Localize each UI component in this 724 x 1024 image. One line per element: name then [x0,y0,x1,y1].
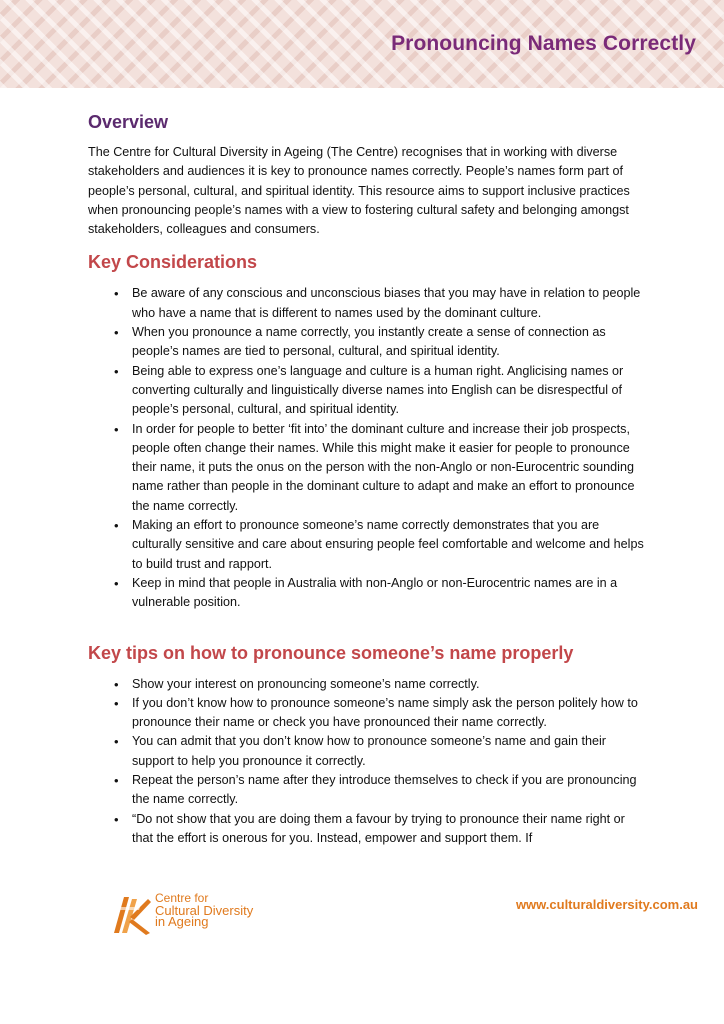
list-item: • If you don’t know how to pronounce someone’s name simply ask the person politely how to pronounce their name or check you have pronounced their name correctly. [88,694,648,733]
logo-wordmark [155,893,253,928]
organisation-logo [110,893,253,937]
list-item: • Keep in mind that people in Australia with non-Anglo or non-Eurocentric names are in a vulnerable position. [88,574,648,613]
overview-paragraph: The Centre for Cultural Diversity in Ageing (The Centre) recognises that in working with diverse stakeholders and audiences it is key to pronounce names correctly. People’s names form part of people’s personal, cultural, and spiritual identity. This resource aims to support inclusive practices when pronouncing people’s names with a view to fostering cultural safety and belonging amongst stakeholders, colleagues and consumers. [88,145,630,237]
key-considerations-list [88,284,648,612]
list-item: • “Do not show that you are doing them a favour by trying to pronounce their name right or that the effort is onerous for you. Instead, empower and support them. If [88,810,648,849]
list-item: • Repeat the person’s name after they introduce themselves to check if you are pronouncing the name correctly. [88,771,648,810]
logo-mark-icon [110,893,152,937]
list-item: • Making an effort to pronounce someone’s name correctly demonstrates that you are culturally sensitive and care about ensuring people feel comfortable and welcome and helps to build trust and rapport. [88,516,648,574]
logo-line: in Ageing [155,914,209,929]
list-item: • Be aware of any conscious and unconscious biases that you may have in relation to people who have a name that is different to names used by the dominant culture. [88,284,648,323]
overview-heading: Overview [88,112,169,132]
page-title: Pronouncing Names Correctly [391,32,696,55]
list-item: • Being able to express one’s language and culture is a human right. Anglicising names or converting culturally and linguistically diverse names into English can be disrespectful of people’s personal, cultural, and spiritual identity. [88,362,648,420]
key-tips-heading: Key tips on how to pronounce someone’s name properly [88,642,574,663]
logo-line: Centre for [155,891,209,905]
list-item: • When you pronounce a name correctly, you instantly create a sense of connection as people’s names are tied to personal, cultural, and spiritual identity. [88,323,648,362]
website-link[interactable]: www.culturaldiversity.com.au [515,897,698,912]
header-banner [0,0,724,88]
logo-line: Cultural Diversity [155,902,254,918]
list-item: • In order for people to better ‘fit into’ the dominant culture and increase their job prospects, people often change their names. While this might make it easier for people to pronounce their name, it puts the onus on the person with the non-Anglo or non-Eurocentric sounding name rather than people in the dominant culture to adapt and make an effort to pronounce the name correctly. [88,420,648,516]
key-tips-list [88,675,648,849]
list-item: • Show your interest on pronouncing someone’s name correctly. [88,675,648,694]
list-item: • You can admit that you don’t know how to pronounce someone’s name and gain their support to help you pronounce it correctly. [88,732,648,771]
key-considerations-heading: Key Considerations [88,252,258,273]
document-body [88,112,648,848]
